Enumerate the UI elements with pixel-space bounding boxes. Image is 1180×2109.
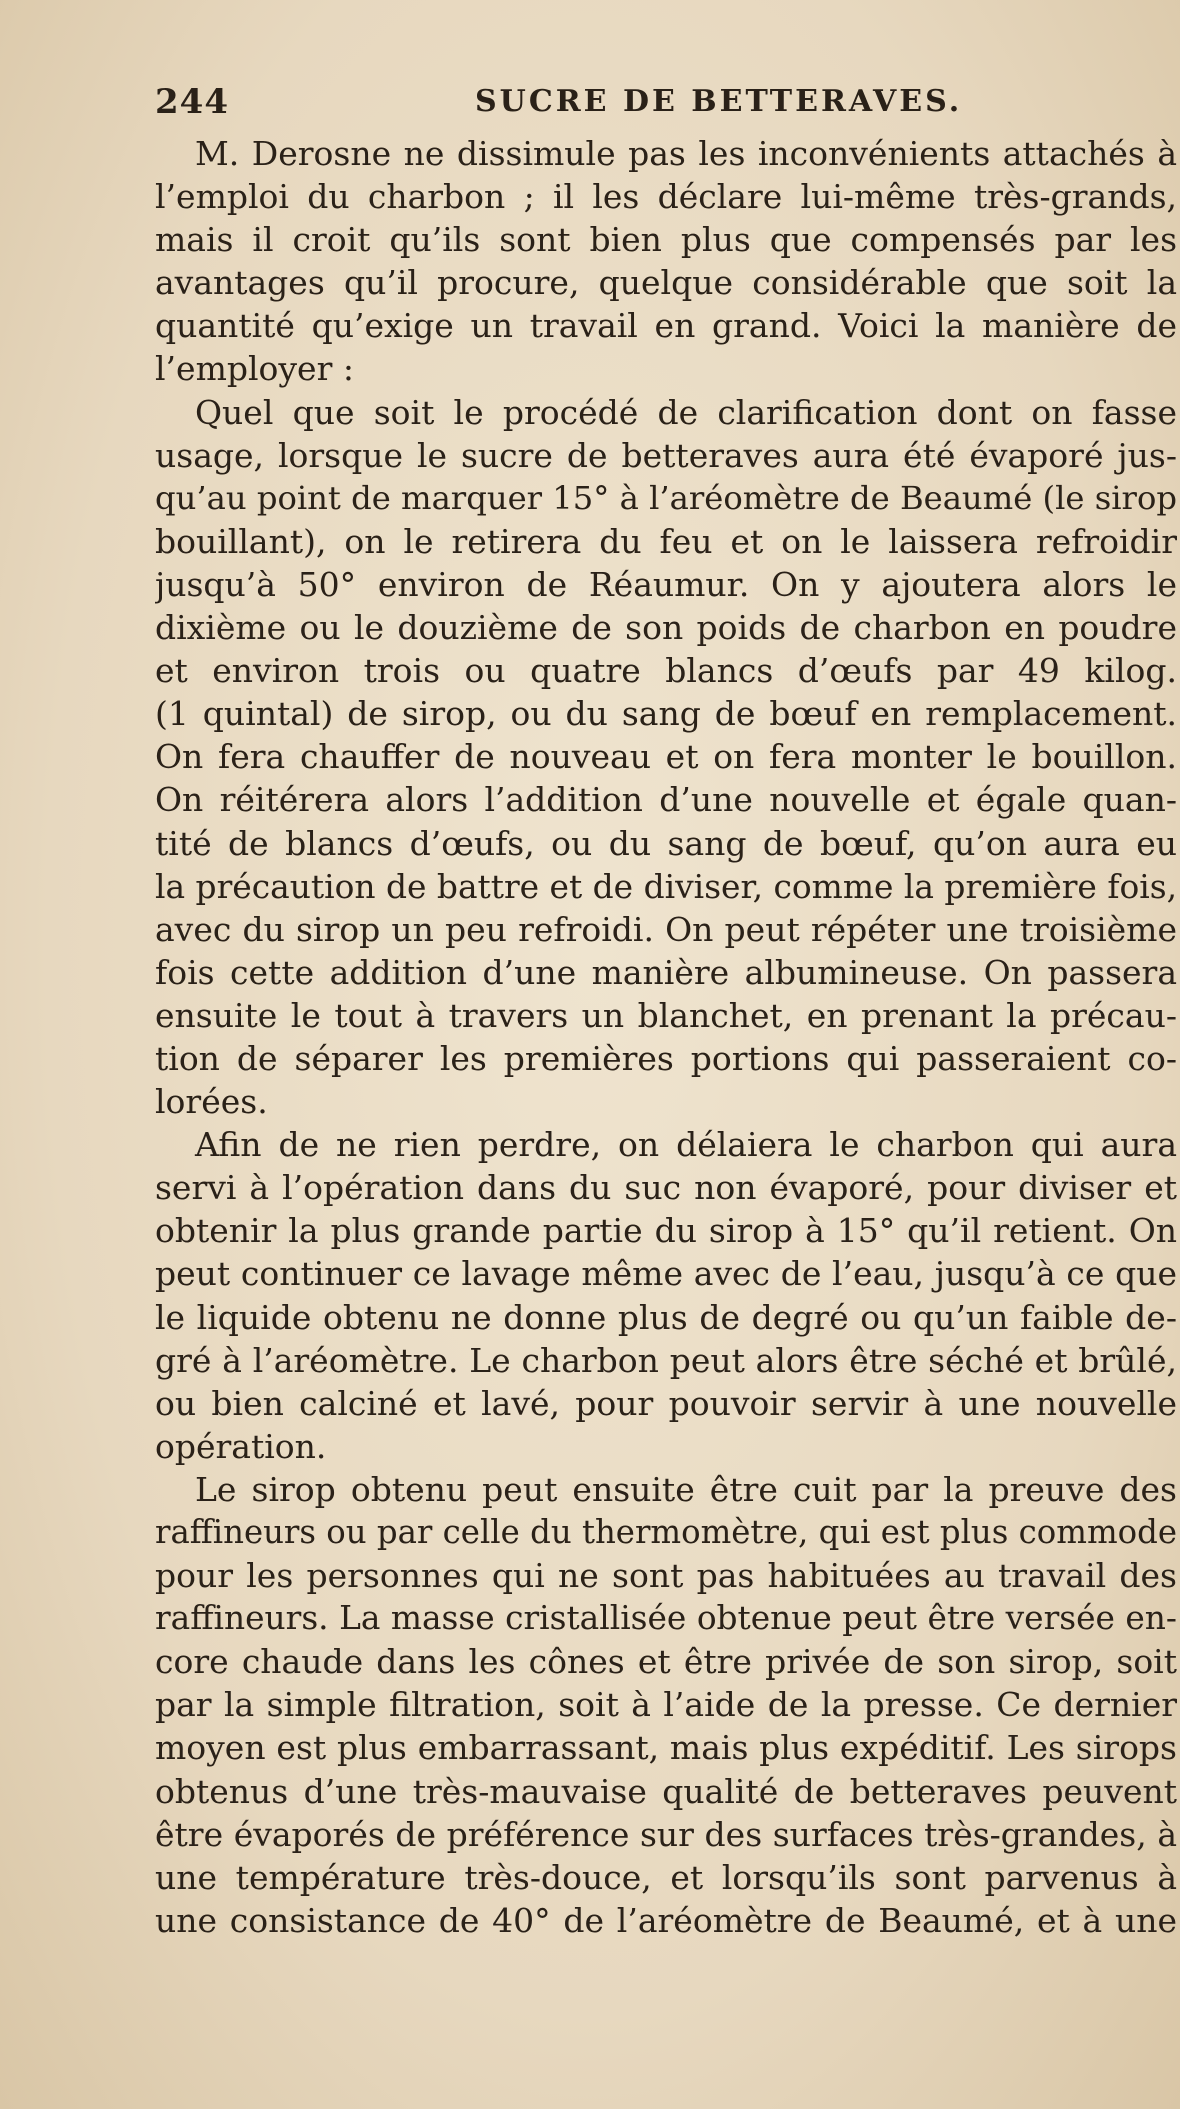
text-line: lorées.	[155, 1082, 268, 1122]
text-line: Quel que soit le procédé de clarification dont on fasse	[195, 392, 1177, 432]
text-line: quantité qu’exige un travail en grand. Voici la manière de	[155, 306, 1177, 346]
page-header	[155, 82, 1155, 126]
text-line: tité de blancs d’œufs, ou du sang de bœuf, qu’on aura eu	[155, 823, 1177, 863]
text-line: ou bien calciné et lavé, pour pouvoir servir à une nouvelle	[155, 1383, 1177, 1423]
page-number: 244	[155, 82, 229, 122]
text-line: et environ trois ou quatre blancs d’œufs par 49 kilog.	[155, 651, 1177, 691]
text-line: Le sirop obtenu peut ensuite être cuit par la preuve des	[195, 1469, 1177, 1509]
text-line: avantages qu’il procure, quelque considérable que soit la	[155, 263, 1177, 303]
text-line: pour les personnes qui ne sont pas habituées au travail des	[155, 1556, 1177, 1596]
text-line: On fera chauffer de nouveau et on fera monter le bouillon.	[155, 737, 1177, 777]
text-line: gré à l’aréomètre. Le charbon peut alors être séché et brûlé,	[155, 1340, 1177, 1380]
text-line: moyen est plus embarrassant, mais plus expéditif. Les sirops	[155, 1728, 1177, 1768]
text-line: obtenus d’une très-mauvaise qualité de betteraves peuvent	[155, 1771, 1177, 1811]
text-line: par la simple filtration, soit à l’aide de la presse. Ce dernier	[155, 1685, 1177, 1725]
text-line: raffineurs. La masse cristallisée obtenue peut être versée en-	[155, 1599, 1177, 1638]
text-line: l’emploi du charbon ; il les déclare lui-même très-grands,	[155, 177, 1177, 217]
text-line: usage, lorsque le sucre de betteraves aura été évaporé jus-	[155, 435, 1177, 475]
text-line: raffineurs ou par celle du thermomètre, qui est plus commode	[155, 1513, 1177, 1551]
text-line: opération.	[155, 1426, 327, 1466]
text-line: qu’au point de marquer 15° à l’aréomètre de Beaumé (le sirop	[155, 478, 1177, 517]
text-line: une consistance de 40° de l’aréomètre de Beaumé, et à une	[155, 1900, 1177, 1940]
text-line: jusqu’à 50° environ de Réaumur. On y ajoutera alors le	[155, 564, 1177, 604]
text-line: mais il croit qu’ils sont bien plus que compensés par les	[155, 220, 1177, 260]
text-line: être évaporés de préférence sur des surfaces très-grandes, à	[155, 1814, 1177, 1854]
text-line: la précaution de battre et de diviser, comme la première fois,	[155, 866, 1177, 906]
text-line: une température très-douce, et lorsqu’ils sont parvenus à	[155, 1857, 1177, 1897]
text-line: (1 quintal) de sirop, ou du sang de bœuf en remplacement.	[155, 694, 1177, 734]
text-line: tion de séparer les premières portions qui passeraient co-	[155, 1038, 1177, 1078]
body-text	[155, 132, 1177, 1942]
text-line: ensuite le tout à travers un blanchet, en prenant la précau-	[155, 995, 1177, 1035]
text-line: le liquide obtenu ne donne plus de degré ou qu’un faible de-	[155, 1297, 1177, 1337]
running-title: SUCRE DE BETTERAVES.	[475, 84, 963, 119]
text-line: Afin de ne rien perdre, on délaiera le charbon qui aura	[195, 1125, 1177, 1165]
text-line: l’employer :	[155, 349, 354, 389]
text-line: servi à l’opération dans du suc non évaporé, pour diviser et	[155, 1168, 1177, 1208]
text-line: dixième ou le douzième de son poids de charbon en poudre	[155, 608, 1177, 648]
text-line: avec du sirop un peu refroidi. On peut répéter une troisième	[155, 909, 1177, 949]
text-line: peut continuer ce lavage même avec de l’eau, jusqu’à ce que	[155, 1254, 1177, 1294]
text-line: bouillant), on le retirera du feu et on le laissera refroidir	[155, 521, 1177, 561]
text-line: obtenir la plus grande partie du sirop à 15° qu’il retient. On	[155, 1211, 1177, 1251]
text-line: On réitérera alors l’addition d’une nouvelle et égale quan-	[155, 780, 1177, 820]
text-line: fois cette addition d’une manière albumineuse. On passera	[155, 952, 1177, 992]
text-line: core chaude dans les cônes et être privée de son sirop, soit	[155, 1642, 1177, 1682]
text-line: M. Derosne ne dissimule pas les inconvénients attachés à	[195, 134, 1177, 173]
